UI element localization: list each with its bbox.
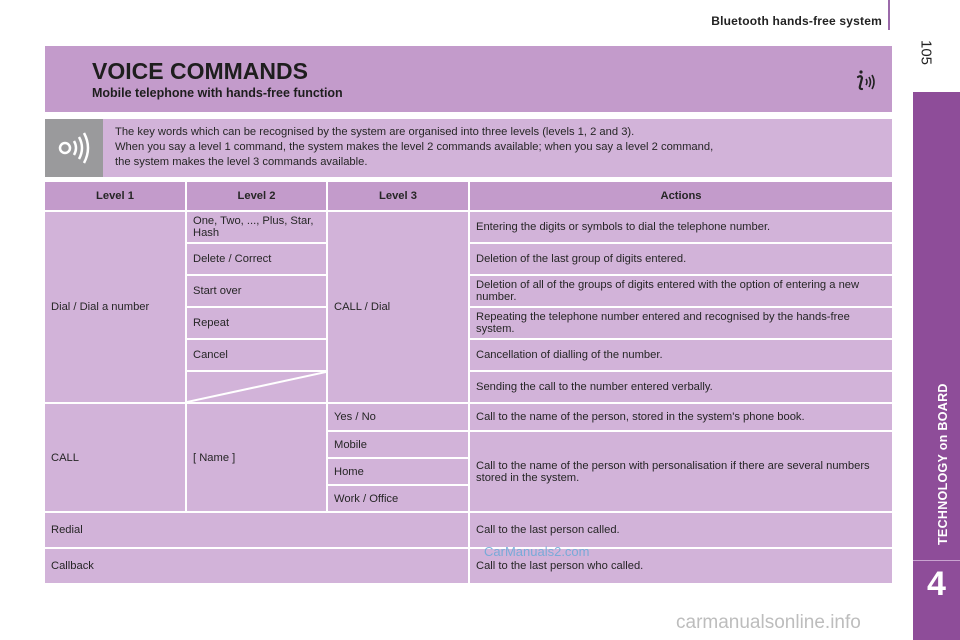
level3-cell: Work / Office [328, 486, 470, 513]
section-title: Bluetooth hands-free system [711, 14, 882, 28]
intro-line: The key words which can be recognised by the system are organised into three levels (levels 1, 2 and 3). [115, 126, 635, 138]
action-cell: Sending the call to the number entered verbally. [470, 372, 892, 404]
table-row [45, 549, 892, 585]
action-cell: Call to the last person who called. [470, 549, 892, 585]
page-subtitle: Mobile telephone with hands-free function [92, 86, 343, 100]
intro-panel [45, 119, 892, 177]
intro-text [115, 125, 875, 170]
header-level-3: Level 3 [328, 182, 470, 212]
action-cell: Deletion of the last group of digits entered. [470, 244, 892, 276]
header-divider [888, 0, 890, 30]
inline-watermark: CarManuals2.com [484, 544, 590, 559]
level2-cell: Repeat [187, 308, 328, 340]
level2-cell: Start over [187, 276, 328, 308]
action-cell: Entering the digits or symbols to dial the telephone number. [470, 212, 892, 244]
action-cell: Cancellation of dialling of the number. [470, 340, 892, 372]
intro-line: When you say a level 1 command, the system makes the level 2 commands available; when you say a level 2 command, [115, 141, 714, 153]
action-cell: Call to the last person called. [470, 513, 892, 549]
table-row [45, 212, 892, 244]
empty-level2-cell [187, 372, 328, 404]
action-cell: Call to the name of the person, stored in the system's phone book. [470, 404, 892, 432]
header-actions: Actions [470, 182, 892, 212]
sidebar-chapter-label: TECHNOLOGY on BOARD [936, 383, 950, 545]
diagonal-strike [187, 372, 326, 402]
page-title: VOICE COMMANDS [92, 58, 308, 84]
table-row [45, 404, 892, 432]
speaker-icon [45, 119, 103, 177]
chapter-number: 4 [927, 565, 946, 603]
level3-cell: CALL / Dial [328, 212, 470, 404]
voice-command-icon [852, 68, 878, 94]
header-level-1: Level 1 [45, 182, 187, 212]
redial-cell: Redial [45, 513, 470, 549]
callback-cell: Callback [45, 549, 470, 585]
chapter-sidebar [913, 92, 960, 640]
header-level-2: Level 2 [187, 182, 328, 212]
level3-cell: Yes / No [328, 404, 470, 432]
sidebar-divider [913, 560, 960, 561]
table-row [45, 513, 892, 549]
level1-cell: CALL [45, 404, 187, 513]
level2-cell: Cancel [187, 340, 328, 372]
page-number: 105 [917, 39, 935, 66]
action-cell: Repeating the telephone number entered and recognised by the hands-free system. [470, 308, 892, 340]
level2-cell: Delete / Correct [187, 244, 328, 276]
level3-cell: Home [328, 459, 470, 486]
level2-cell: One, Two, ..., Plus, Star, Hash [187, 212, 328, 244]
intro-line: the system makes the level 3 commands available. [115, 156, 368, 168]
table-header-row [45, 182, 892, 212]
intro-icon-box [45, 119, 103, 177]
footer-watermark: carmanualsonline.info [676, 612, 861, 633]
action-cell: Deletion of all of the groups of digits entered with the option of entering a new number. [470, 276, 892, 308]
level1-cell: Dial / Dial a number [45, 212, 187, 404]
level2-cell: [ Name ] [187, 404, 328, 513]
title-banner [45, 46, 892, 112]
voice-commands-table [45, 182, 892, 585]
level3-cell: Mobile [328, 432, 470, 459]
action-cell: Call to the name of the person with personalisation if there are several numbers stored in the system. [470, 432, 892, 513]
